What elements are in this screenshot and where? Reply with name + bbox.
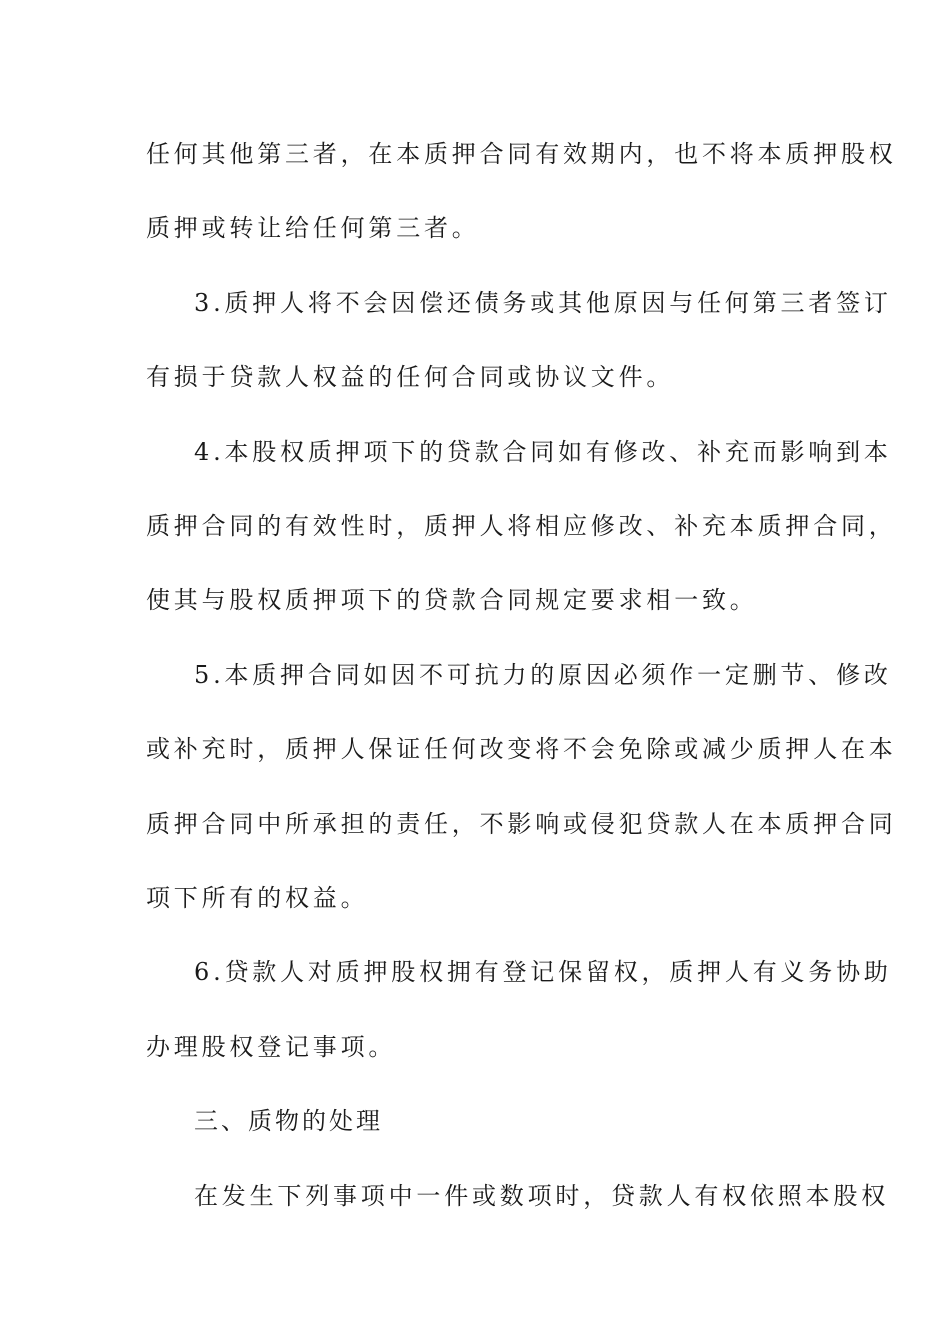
text-line: 有损于贷款人权益的任何合同或协议文件。 [146, 363, 675, 391]
paragraph-5-start: 5.本质押合同如因不可抗力的原因必须作一定删节、修改 [194, 661, 892, 689]
text-line: 质押或转让给任何第三者。 [146, 214, 480, 242]
paragraph-3-start: 3.质押人将不会因偿还债务或其他原因与任何第三者签订 [194, 289, 892, 317]
paragraph-start: 在发生下列事项中一件或数项时，贷款人有权依照本股权 [194, 1182, 889, 1210]
text-line: 质押合同的有效性时，质押人将相应修改、补充本质押合同， [146, 512, 897, 540]
paragraph-6-start: 6.贷款人对质押股权拥有登记保留权，质押人有义务协助 [194, 958, 892, 986]
text-line: 任何其他第三者，在本质押合同有效期内，也不将本质押股权 [146, 140, 897, 168]
text-line: 项下所有的权益。 [146, 884, 369, 912]
text-line: 质押合同中所承担的责任，不影响或侵犯贷款人在本质押合同 [146, 810, 897, 838]
paragraph-4-start: 4.本股权质押项下的贷款合同如有修改、补充而影响到本 [194, 438, 892, 466]
text-line: 使其与股权质押项下的贷款合同规定要求相一致。 [146, 586, 758, 614]
text-line: 或补充时，质押人保证任何改变将不会免除或减少质押人在本 [146, 735, 897, 763]
text-line: 办理股权登记事项。 [146, 1033, 397, 1061]
section-heading: 三、质物的处理 [194, 1107, 383, 1135]
